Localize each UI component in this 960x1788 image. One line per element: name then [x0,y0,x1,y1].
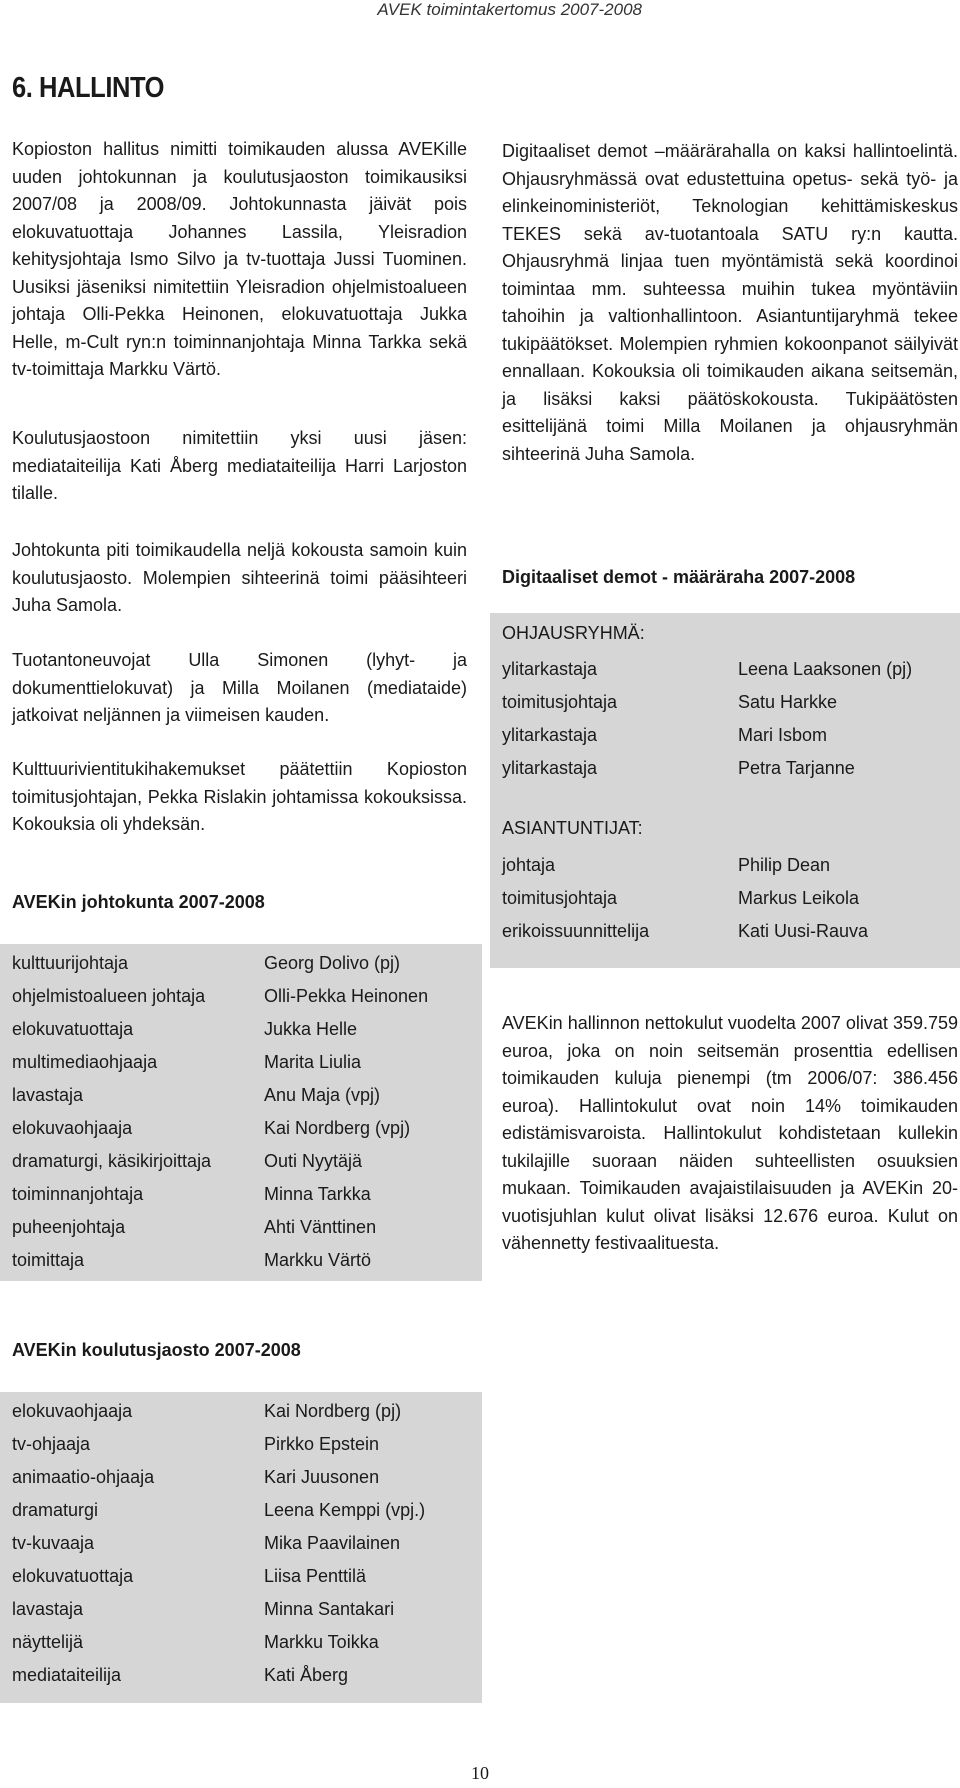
training-table [0,1392,482,1703]
member-name: Kai Nordberg (pj) [264,1401,402,1421]
member-role: erikoissuunnittelija [502,921,650,941]
page-number: 10 [471,1763,489,1783]
paragraph-admin-costs: AVEKin hallinnon nettokulut vuodelta 2007 olivat 359.759 euroa, joka on noin seitsemän prosenttia edellisen toimikauden kuluja pienempi (tm 2006/07: 386.456 euroa). Hallintokulut ovat noin 14% toimikauden edistämisvaroista. Hallintokulut kohdistetaan kullekin tukilajille suoraan näiden suhteellisten osuuksien mukaan. Toimikauden avajaistilaisuuden ja AVEKin 20-vuotisjuhlan kulut olivat lisäksi 12.676 euroa. Kulut on vähennetty festivaalituesta. [502,1013,959,1253]
member-name: Anu Maja (vpj) [264,1085,381,1105]
member-name: Mika Paavilainen [264,1533,401,1553]
member-name: Markku Toikka [264,1632,379,1652]
member-role: puheenjohtaja [12,1217,126,1237]
member-name: Minna Tarkka [264,1184,371,1204]
member-role: toiminnanjohtaja [12,1184,144,1204]
member-role: kulttuurijohtaja [12,953,129,973]
member-name: Kai Nordberg (vpj) [264,1118,411,1138]
member-role: tv-ohjaaja [12,1434,91,1454]
member-name: Kari Juusonen [264,1467,380,1487]
member-name: Satu Harkke [738,692,838,712]
member-role: elokuvatuottaja [12,1566,134,1586]
member-role: ylitarkastaja [502,725,598,745]
running-header: AVEK toimintakertomus 2007-2008 [377,0,642,19]
member-role: lavastaja [12,1085,84,1105]
member-role: elokuvatuottaja [12,1019,134,1039]
chapter-title: 6. HALLINTO [12,72,165,104]
paragraph-board-appointments: Kopioston hallitus nimitti toimikauden alussa AVEKille uuden johtokunnan ja koulutusjaoston toimikausiksi 2007/08 ja 2008/09. Johtokunnasta jäivät pois elokuvatuottaja Johannes Lassila, Yleisradion kehitysjohtaja Ismo Silvo ja tv-tuottaja Jussi Tuominen. Uusiksi jäseniksi nimitettiin Yleisradion ohjelmistoalueen johtaja Olli-Pekka Heinonen, elokuvatuottaja Jukka Helle, m-Cult ryn:n toiminnanjohtaja Minna Tarkka sekä tv-toimittaja Markku Värtö. [12,139,467,379]
member-name: Ahti Vänttinen [264,1217,377,1237]
member-role: multimediaohjaaja [12,1052,158,1072]
member-role: mediataiteilija [12,1665,122,1685]
member-role: ohjelmistoalueen johtaja [12,986,206,1006]
member-role: elokuvaohjaaja [12,1401,133,1421]
paragraph-advisors: Tuotantoneuvojat Ulla Simonen (lyhyt- ja dokumenttielokuvat) ja Milla Moilanen (mediataide) jatkoivat neljännen ja viimeisen kauden. [12,650,467,725]
member-name: Petra Tarjanne [738,758,855,778]
member-name: Markus Leikola [738,888,860,908]
member-name: Kati Åberg [264,1665,349,1685]
paragraph-export-support: Kulttuurivientitukihakemukset päätettiin Kopioston toimitusjohtajan, Pekka Rislakin johtamissa kokouksissa. Kokouksia oli yhdeksän. [12,759,467,834]
member-role: ylitarkastaja [502,758,598,778]
member-role: ylitarkastaja [502,659,598,679]
demo-table [490,613,960,968]
paragraph-training-appointment: Koulutusjaostoon nimitettiin yksi uusi jäsen: mediataiteilija Kati Åberg mediataiteilija Harri Larjoston tilalle. [12,428,467,503]
member-role: lavastaja [12,1599,84,1619]
member-name: Jukka Helle [264,1019,358,1039]
member-name: Minna Santakari [264,1599,395,1619]
member-role: näyttelijä [12,1632,84,1652]
member-name: Leena Laaksonen (pj) [738,659,913,679]
experts-label: ASIANTUNTIJAT: [502,818,643,838]
paragraph-meetings: Johtokunta piti toimikaudella neljä kokousta samoin kuin koulutusjaosto. Molempien sihteerinä toimi pääsihteeri Juha Samola. [12,540,467,615]
member-name: Leena Kemppi (vpj.) [264,1500,426,1520]
member-role: dramaturgi, käsikirjoittaja [12,1151,212,1171]
member-name: Mari Isbom [738,725,828,745]
board-table [0,944,482,1281]
member-name: Markku Värtö [264,1250,372,1270]
member-name: Outi Nyytäjä [264,1151,363,1171]
member-role: toimitusjohtaja [502,692,618,712]
paragraph-digital-demos: Digitaaliset demot –määrärahalla on kaksi hallintoelintä. Ohjausryhmässä ovat edustettuina opetus- sekä työ- ja elinkeinoministeriöt, Teknologian kehittämiskeskus TEKES sekä av-tuotantoala SATU ry:n kautta. Ohjausryhmä linjaa tuen myöntämistä sekä koordinoi toimintaa mm. suhteessa muihin tukea myöntäviin tahoihin ja valtionhallintoon. Asiantuntijaryhmä tekee tukipäätökset. Molempien ryhmien kokoonpanot säilyivät ennallaan. Kokouksia oli toimikauden aikana seitsemän, ja lisäksi kaksi päätöskokousta. Tukipäätösten esittelijänä toimi Milla Moilanen ja ohjausryhmän sihteerinä Juha Samola. [502,141,958,464]
member-name: Olli-Pekka Heinonen [264,986,429,1006]
member-name: Philip Dean [738,855,831,875]
member-name: Pirkko Epstein [264,1434,380,1454]
steering-label: OHJAUSRYHMÄ: [502,623,645,643]
board-heading: AVEKin johtokunta 2007-2008 [12,892,265,912]
member-role: toimittaja [12,1250,85,1270]
member-role: elokuvaohjaaja [12,1118,133,1138]
member-role: animaatio-ohjaaja [12,1467,155,1487]
member-role: johtaja [502,855,556,875]
member-name: Kati Uusi-Rauva [738,921,869,941]
member-role: tv-kuvaaja [12,1533,95,1553]
member-role: dramaturgi [12,1500,99,1520]
member-name: Liisa Penttilä [264,1566,367,1586]
demo-heading: Digitaaliset demot - määräraha 2007-2008 [502,567,856,587]
member-name: Georg Dolivo (pj) [264,953,401,973]
training-heading: AVEKin koulutusjaosto 2007-2008 [12,1340,301,1360]
member-role: toimitusjohtaja [502,888,618,908]
member-name: Marita Liulia [264,1052,362,1072]
